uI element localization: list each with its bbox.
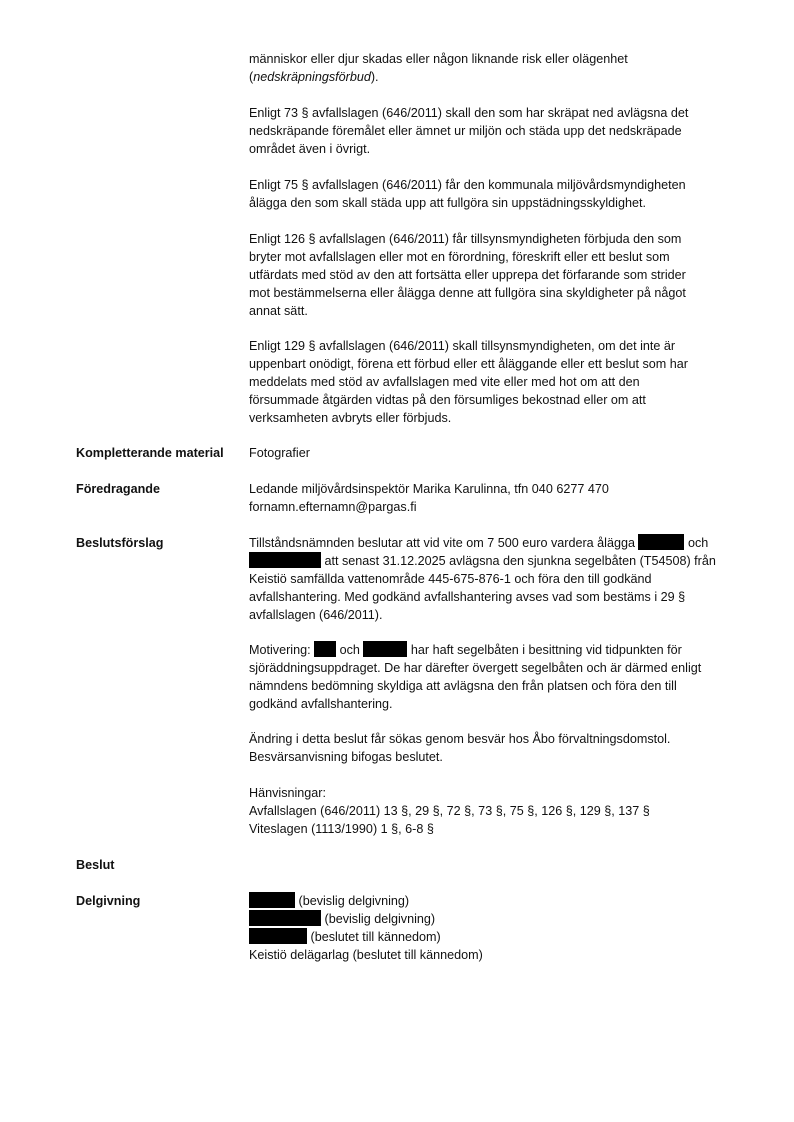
paragraph-line: nedskräpande föremålet eller ämnet ur miljön och städa upp det nedskräpade — [249, 124, 682, 138]
paragraph-line: meddelats med stöd av avfallslagen med vite eller med hot om att den — [249, 375, 640, 389]
paragraph-line: området även i övrigt. — [249, 142, 371, 156]
intro-paragraph — [249, 50, 749, 86]
text-span: och — [339, 643, 360, 657]
paragraph-line: Enligt 75 § avfallslagen (646/2011) får den kommunala miljövårdsmyndigheten — [249, 178, 686, 192]
paragraph-line: Keistiö samfällda vattenområde 445-675-876-1 och föra den till godkänd — [249, 572, 652, 586]
paragraph-73 — [249, 104, 749, 158]
paragraph-line: nämndens bedömning skyldiga att avlägsna den från platsen och föra den till — [249, 679, 677, 693]
label-delivery: Delgivning — [76, 894, 141, 908]
motivation-paragraph — [249, 641, 749, 713]
appeal-paragraph — [249, 730, 749, 766]
paragraph-line: Enligt 126 § avfallslagen (646/2011) får tillsynsmyndigheten förbjuda den som — [249, 232, 682, 246]
paragraph-line: annat sätt. — [249, 304, 308, 318]
references-block — [249, 784, 749, 838]
paragraph-line: ålägga den som skall städa upp att fullgöra sin uppstädningsskyldighet. — [249, 196, 646, 210]
text-span: (bevislig delgivning) — [324, 912, 436, 926]
paragraph-line: Enligt 129 § avfallslagen (646/2011) skall tillsynsmyndigheten, om det inte är — [249, 339, 676, 353]
paragraph-line: Besvärsanvisning bifogas beslutet. — [249, 750, 443, 764]
text-span: (bevislig delgivning) — [298, 894, 410, 908]
paragraph-line — [249, 552, 749, 570]
paragraph-line — [249, 534, 749, 552]
paragraph-line: försummade åtgärden vidtas på den försumliges bekostnad eller om att — [249, 393, 646, 407]
paragraph-129 — [249, 337, 749, 427]
proposal-paragraph — [249, 534, 749, 624]
label-decision: Beslut — [76, 858, 115, 872]
intro-line — [249, 68, 749, 86]
references-heading: Hänvisningar: — [249, 786, 327, 800]
text-span: att senast 31.12.2025 avlägsna den sjunkna segelbåten (T54508) från — [324, 554, 716, 568]
label-proposal: Beslutsförslag — [76, 536, 164, 550]
redaction-block — [249, 552, 321, 568]
list-item: Keistiö delägarlag (beslutet till kännedom) — [249, 948, 483, 962]
presenter-email: fornamn.efternamn@pargas.fi — [249, 500, 417, 514]
list-item — [249, 928, 749, 946]
paragraph-line: utfärdats med stöd av den att fortsätta eller upprepa det förfarande som strider — [249, 268, 686, 282]
paragraph-line: bryter mot avfallslagen eller mot en förordning, föreskrift eller ett beslut som — [249, 250, 670, 264]
paren-open: ( — [249, 70, 254, 84]
redaction-block — [363, 641, 407, 657]
paragraph-line — [249, 641, 749, 659]
paragraph-line: avfallslagen (646/2011). — [249, 608, 383, 622]
material-value — [249, 444, 749, 462]
text-span: och — [687, 536, 709, 550]
redaction-block — [638, 534, 684, 550]
paragraph-line: mot bestämmelserna eller ålägga denne att fullgöra sina skyldigheter på något — [249, 286, 686, 300]
text-span: har haft segelbåten i besittning vid tidpunkten för — [410, 643, 682, 657]
label-material: Kompletterande material — [76, 446, 224, 460]
paragraph-75 — [249, 176, 749, 212]
redaction-block — [249, 910, 321, 926]
text-span: Motivering: — [249, 643, 311, 657]
delivery-list — [249, 892, 749, 964]
paragraph-line: avfallshantering. Med godkänd avfallshantering avses vad som bestäms i 29 § — [249, 590, 686, 604]
paragraph-line: verksamheten avbryts eller förbjuds. — [249, 411, 452, 425]
paragraph-line: uppenbart onödigt, förena ett förbud eller ett åläggande eller ett beslut som har — [249, 357, 688, 371]
paragraph-line: sjöräddningsuppdraget. De har därefter övergett segelbåten och är därmed enligt — [249, 661, 702, 675]
reference-line: Avfallslagen (646/2011) 13 §, 29 §, 72 §, 73 §, 75 §, 126 §, 129 §, 137 § — [249, 804, 650, 818]
presenter-block — [249, 480, 749, 516]
paragraph-line: godkänd avfallshantering. — [249, 697, 393, 711]
material-text: Fotografier — [249, 446, 310, 460]
presenter-name: Ledande miljövårdsinspektör Marika Karulinna, tfn 040 6277 470 — [249, 482, 609, 496]
intro-line: människor eller djur skadas eller någon liknande risk eller olägenhet — [249, 52, 628, 66]
paragraph-line: Enligt 73 § avfallslagen (646/2011) skall den som har skräpat ned avlägsna det — [249, 106, 689, 120]
list-item — [249, 910, 749, 928]
reference-line: Viteslagen (1113/1990) 1 §, 6-8 § — [249, 822, 434, 836]
label-presenter: Föredragande — [76, 482, 160, 496]
list-item — [249, 892, 749, 910]
redaction-block — [314, 641, 336, 657]
redaction-block — [249, 892, 295, 908]
paragraph-126 — [249, 230, 749, 320]
paren-close: ). — [370, 70, 379, 84]
paragraph-line: Ändring i detta beslut får sökas genom besvär hos Åbo förvaltningsdomstol. — [249, 732, 671, 746]
term-nedskrapningsforbud: nedskräpningsförbud — [253, 70, 371, 84]
redaction-block — [249, 928, 307, 944]
text-span: (beslutet till kännedom) — [310, 930, 441, 944]
text-span: Tillståndsnämnden beslutar att vid vite om 7 500 euro vardera ålägga — [249, 536, 635, 550]
